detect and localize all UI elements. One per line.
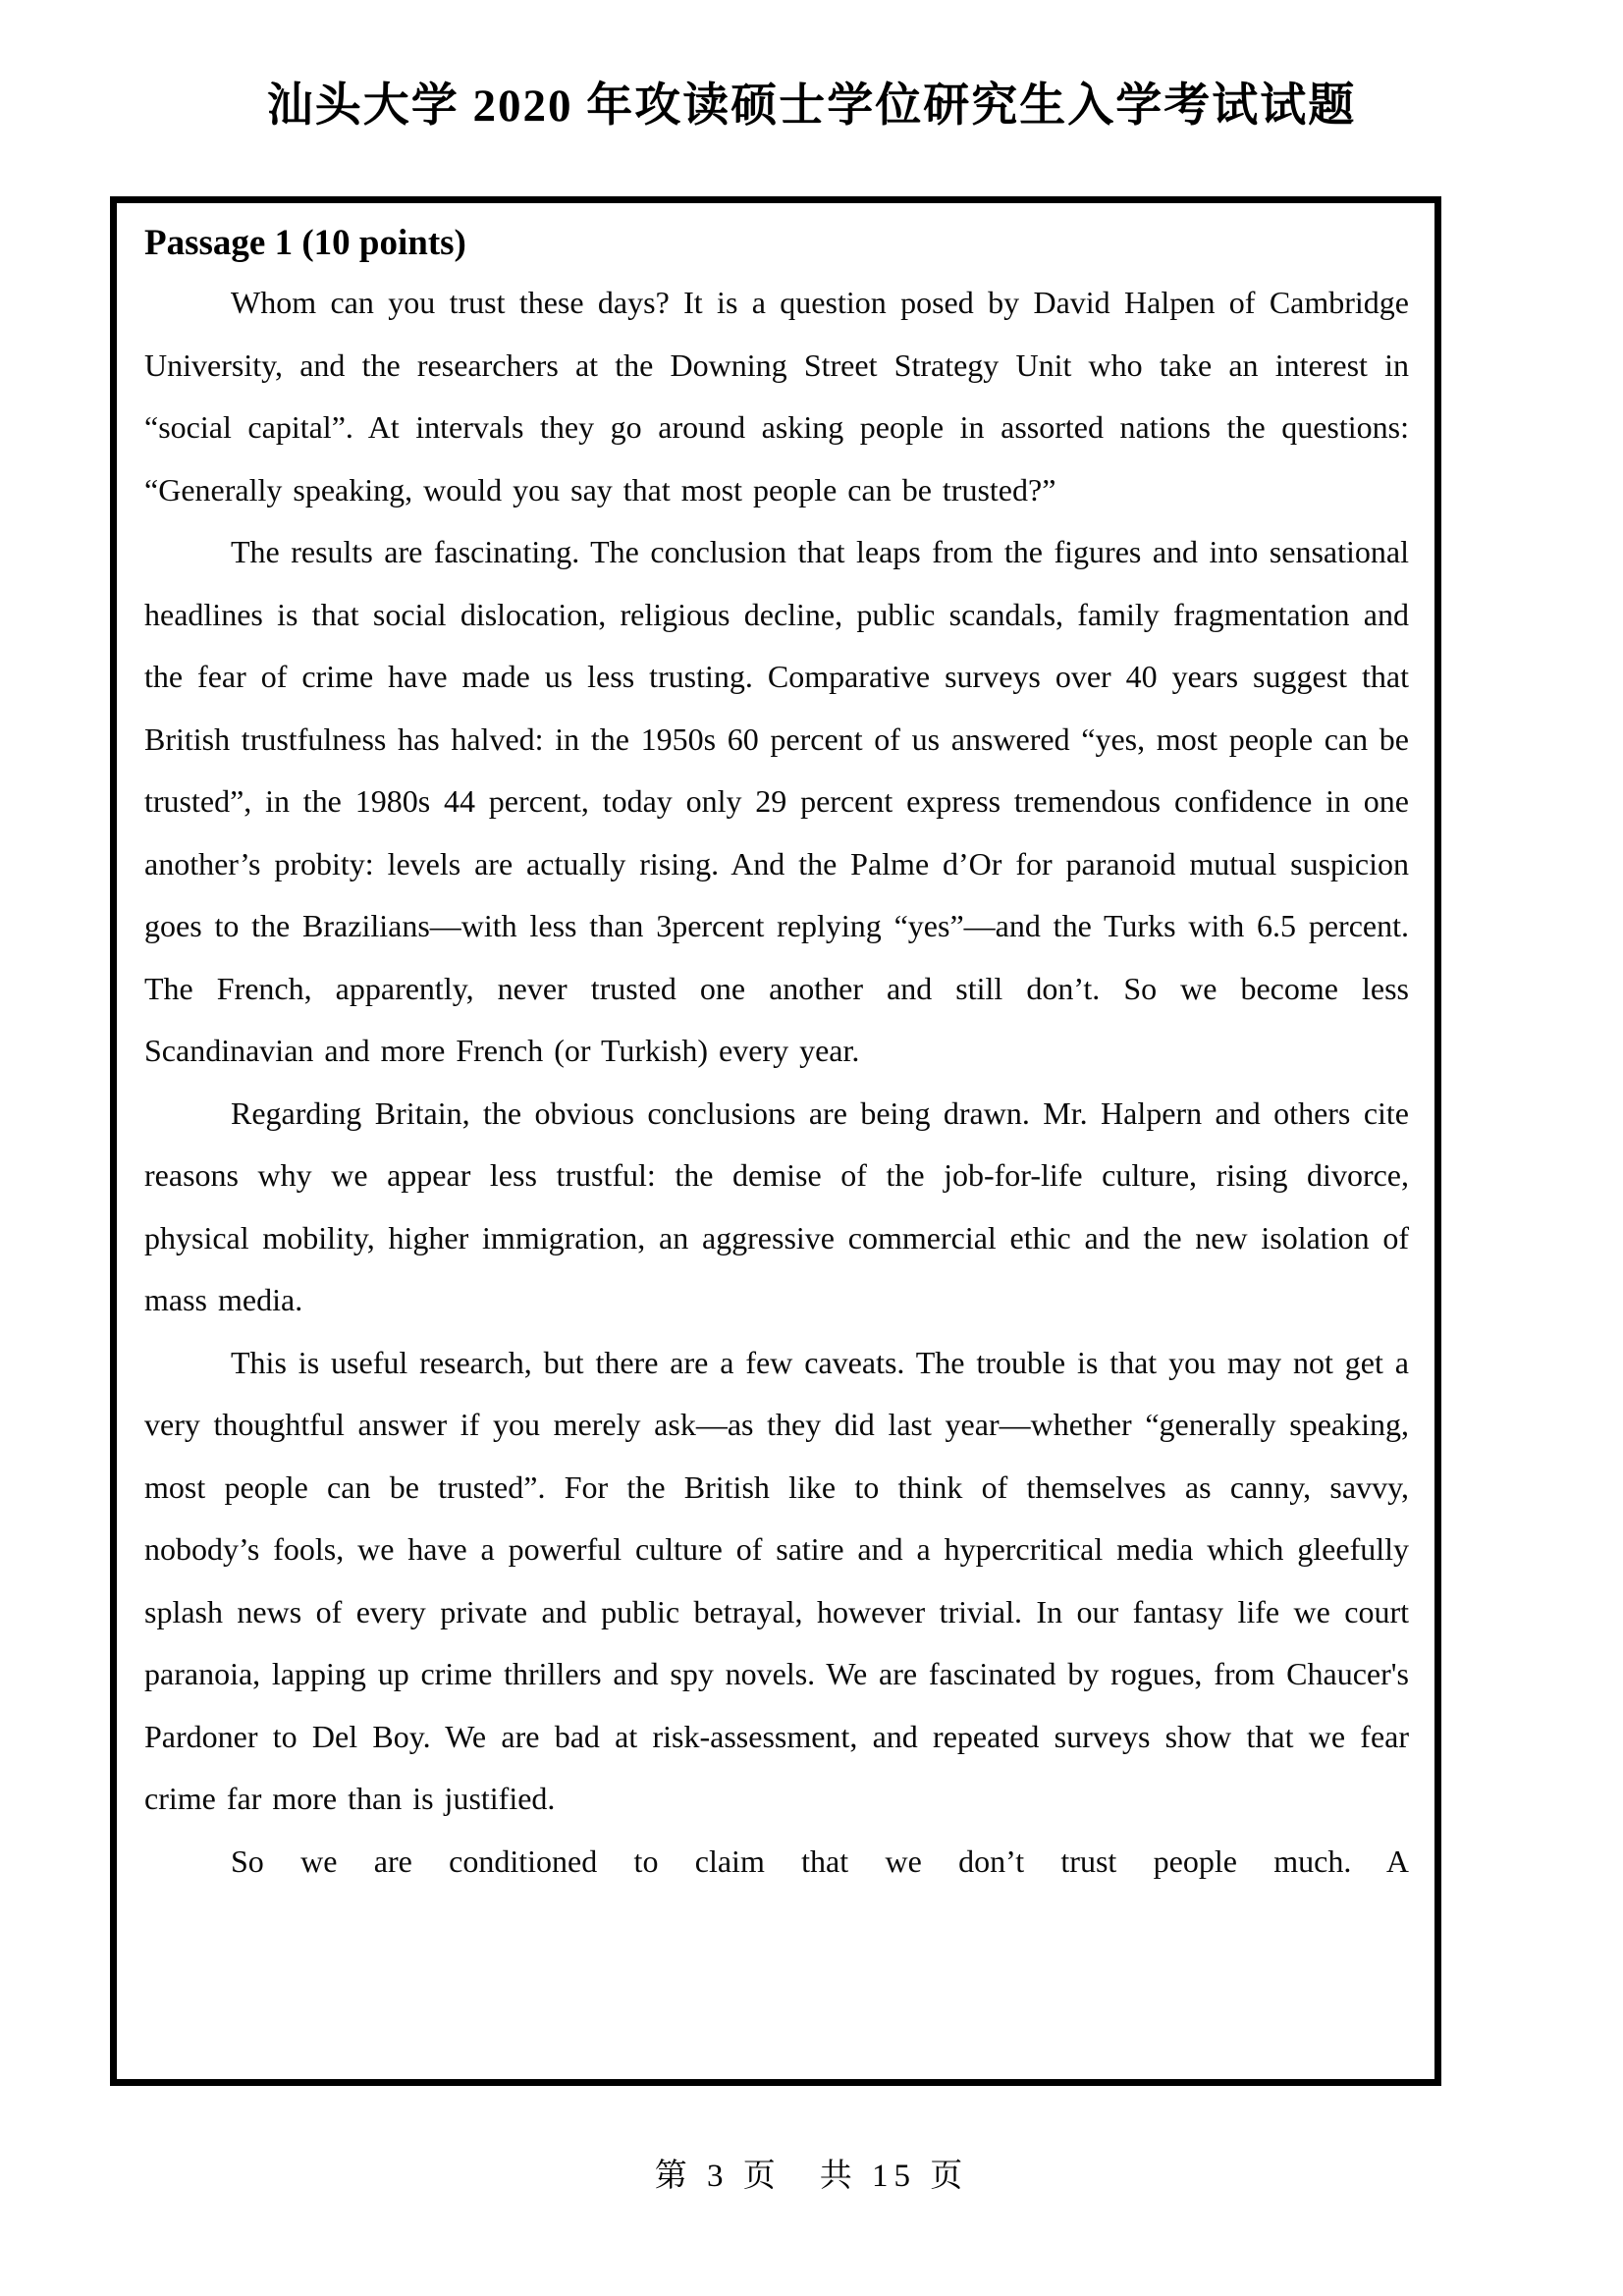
passage-body bbox=[144, 272, 1409, 1893]
passage-heading: Passage 1 (10 points) bbox=[144, 223, 466, 263]
passage-box bbox=[110, 196, 1441, 2086]
page-title: 汕头大学 2020 年攻读硕士学位研究生入学考试试题 bbox=[266, 80, 1357, 132]
passage-paragraph-3: Regarding Britain, the obvious conclusions are being drawn. Mr. Halpern and others cite reasons why we appear less trustful: the demise of the job-for-life culture, rising divorce, physical mobility, higher immigration, an aggressive commercial ethic and the new isolation of mass media. bbox=[144, 1095, 1409, 1317]
page-footer: 第 3 页 共 15 页 bbox=[654, 2159, 969, 2194]
passage-paragraph-1: Whom can you trust these days? It is a question posed by David Halpen of Cambridge University, and the researchers at the Downing Street Strategy Unit who take an interest in “social capital”. At intervals they go around asking people in assorted nations the questions: “Generally speaking, would you say that most people can be trusted?” bbox=[144, 285, 1409, 507]
passage-paragraph-5: So we are conditioned to claim that we don’t trust people much. A bbox=[231, 1842, 1409, 1879]
passage-paragraph-4: This is useful research, but there are a few caveats. The trouble is that you may not get a very thoughtful answer if you merely ask—as they did last year—whether “generally speaking, most people can be trusted”. For the British like to think of themselves as canny, savvy, nobody’s fools, we have a powerful culture of satire and a hypercritical media which gleefully splash news of every private and public betrayal, however trivial. In our fantasy life we court paranoia, lapping up crime thrillers and spy novels. We are fascinated by rogues, from Chaucer's Pardoner to Del Boy. We are bad at risk-assessment, and repeated surveys show that we fear crime far more than is justified. bbox=[144, 1344, 1409, 1816]
passage-paragraph-2: The results are fascinating. The conclusion that leaps from the figures and into sensational headlines is that social dislocation, religious decline, public scandals, family fragmentation and the fear of crime have made us less trusting. Comparative surveys over 40 years suggest that British trustfulness has halved: in the 1950s 60 percent of us answered “yes, most people can be trusted”, in the 1980s 44 percent, today only 29 percent express tremendous confidence in one another’s probity: levels are actually rising. And the Palme d’Or for paranoid mutual suspicion goes to the Brazilians—with less than 3percent replying “yes”—and the Turks with 6.5 percent. The French, apparently, never trusted one another and still don’t. So we become less Scandinavian and more French (or Turkish) every year. bbox=[144, 534, 1409, 1068]
